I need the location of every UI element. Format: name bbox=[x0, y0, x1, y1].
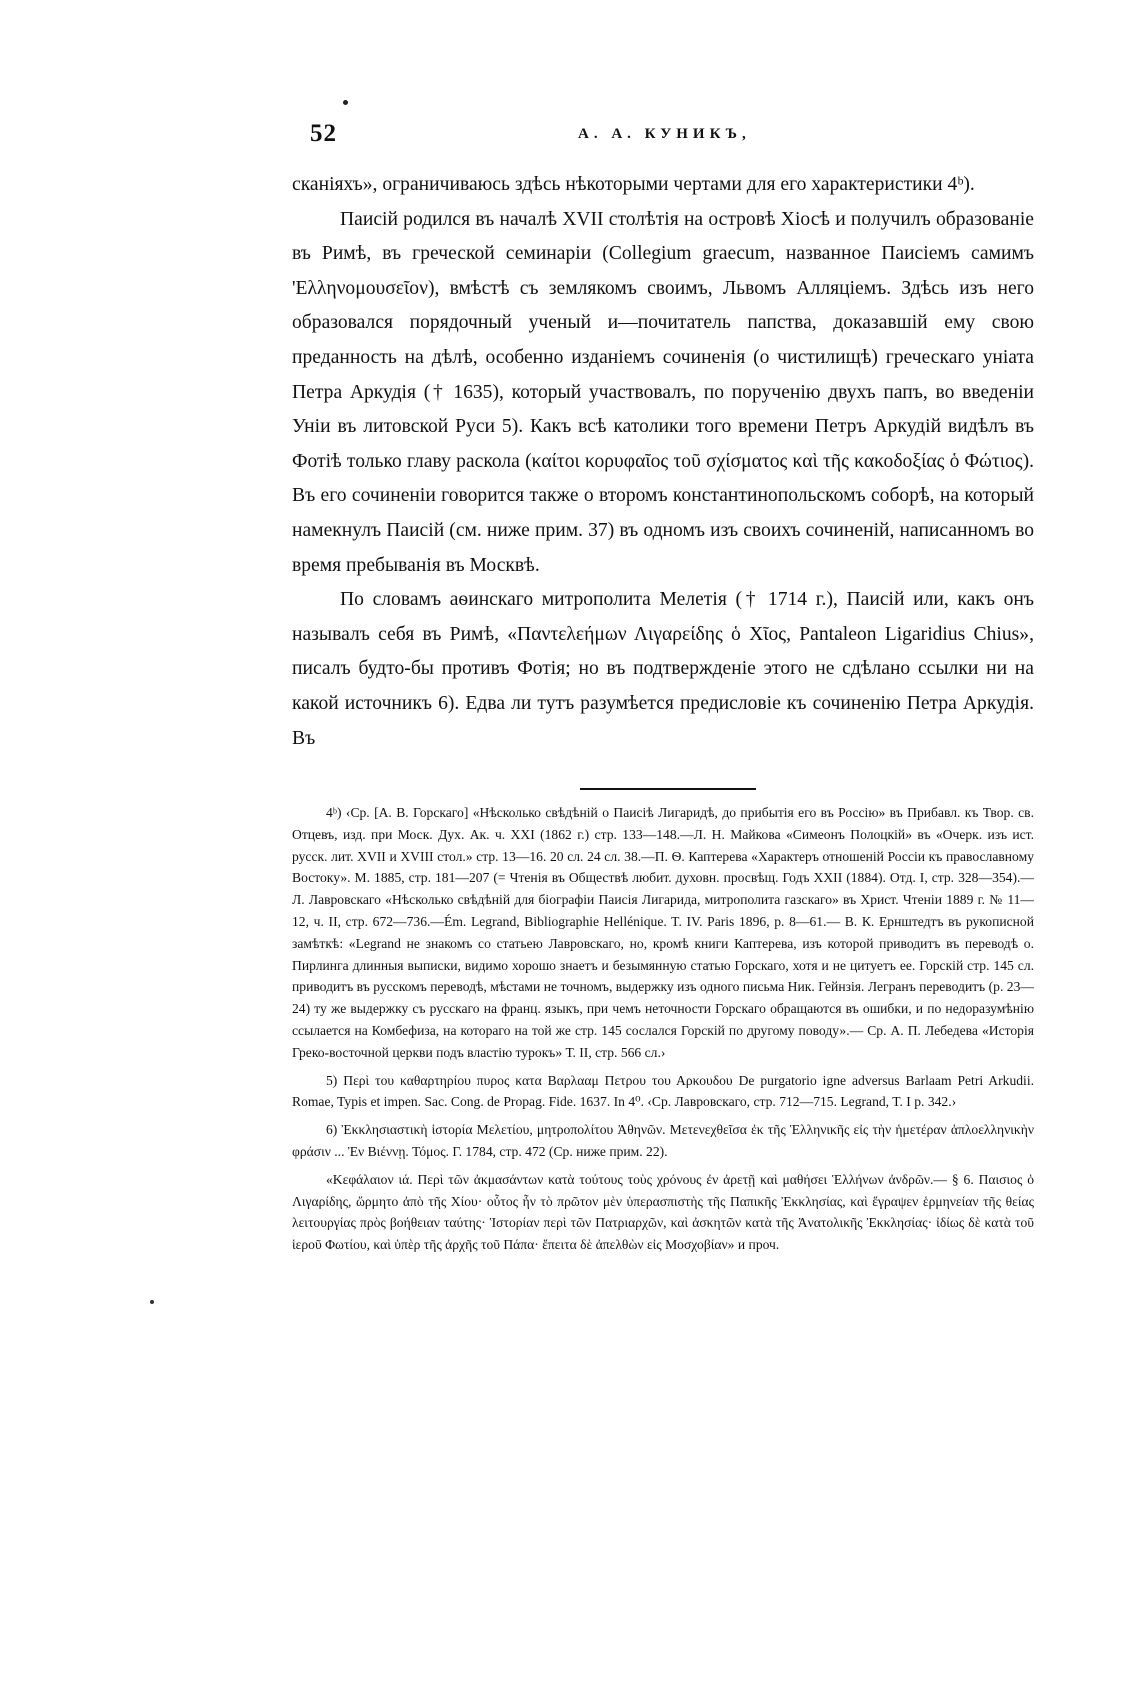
paragraph: сканіяхъ», ограничиваюсь здѣсь нѣкоторыми чертами для его характеристики 4ᵇ). bbox=[292, 174, 975, 195]
footnote: 4ᵇ) ‹Ср. [А. В. Горскаго] «Нѣсколько свѣдѣній о Паисіѣ Лигаридѣ, до прибытія его въ Россію» въ Прибавл. къ Твор. св. Отцевъ, изд. при Моск. Дух. Ак. ч. XXI (1862 г.) стр. 133—148.—Л. Н. Майкова «Симеонъ Полоцкій» въ «Очерк. изъ ист. русск. лит. XVII и XVIII стол.» стр. 13—16. 20 сл. 24 сл. 38.—П. Ѳ. Каптерева «Характеръ отношеній Россіи къ православному Востоку». М. 1885, стр. 181—207 (= Чтенія въ Обществѣ любит. духовн. просвѣщ. Годъ XXII (1884). Отд. I, стр. 328—354).—Л. Лавровскаго «Нѣсколько свѣдѣній для біографіи Паисія Лигарида, митрополита газскаго» въ Христ. Чтеніи 1889 г. № 11—12, ч. II, стр. 672—736.—Ém. Legrand, Bibliographie Hellénique. T. IV. Paris 1896, p. 8—61.— В. К. Ернштедтъ въ рукописной замѣткѣ: «Legrand не знакомъ со статьею Лавровскаго, но, кромѣ книги Каптерева, изъ которой приводитъ въ переводѣ о. Пирлинга длинныя выписки, видимо хорошо знаетъ и безымянную статью Горскаго, хотя и не цитуетъ ее. Горскій стр. 145 сл. приводитъ въ русскомъ переводѣ, мѣстами не точномъ, выдержку изъ одного письма Ник. Гейнзія. Легранъ переводитъ (p. 23—24) ту же выдержку съ русскаго на франц. языкъ, при чемъ неточности Горскаго обращаются въ ошибки, и по недоразумѣнію ссылается на Комбефиза, на котораго на той же стр. 145 сослался Горскій по другому поводу».— Ср. А. П. Лебедева «Исторія Греко-восточной церкви подъ властію турокъ» Т. II, стр. 566 сл.› bbox=[292, 805, 1034, 1060]
running-head: А. А. КУНИКЪ, bbox=[578, 126, 751, 142]
paragraph: По словамъ аѳинскаго митрополита Мелетія († 1714 г.), Паисій или, какъ онъ называлъ себя въ Римѣ, «Παντελεήμων Λιγαρείδης ὁ Χῖος, Pantaleon Ligaridius Chius», писалъ будто-бы противъ Фотія; но въ подтвержденіе этого не сдѣлано ссылки ни на какой источникъ 6). Едва ли тутъ разумѣется предисловіе къ сочиненію Петра Аркудія. Въ bbox=[292, 589, 1034, 749]
footnote-separator bbox=[580, 788, 756, 790]
paragraph: Паисій родился въ началѣ XVII столѣтія на островѣ Хіосѣ и получилъ образованіе въ Римѣ, въ греческой семинаріи (Collegium graecum, названное Паисіемъ самимъ 'Ελληνομουσεῖον), вмѣстѣ съ землякомъ своимъ, Львомъ Алляціемъ. Здѣсь изъ него образовался порядочный ученый и—почитатель папства, доказавшій ему свою преданность на дѣлѣ, особенно изданіемъ сочиненія (о чистилищѣ) греческаго уніата Петра Аркудія († 1635), который участвовалъ, по порученію двухъ папъ, во введеніи Уніи въ литовской Руси 5). Какъ всѣ католики того времени Петръ Аркудій видѣлъ въ Фотіѣ только главу раскола (καίτοι κορυφαῖος τοῦ σχίσματος καὶ τῆς κακοδοξίας ὁ Φώτιος). Въ его сочиненіи говорится также о второмъ константинопольскомъ соборѣ, на который намекнулъ Паисій (см. ниже прим. 37) въ одномъ изъ своихъ сочиненій, написанномъ во время пребыванія въ Москвѣ. bbox=[292, 208, 1034, 576]
page-number: 52 bbox=[310, 120, 337, 147]
ink-dot bbox=[343, 100, 348, 105]
main-text bbox=[292, 168, 1034, 756]
ink-dot bbox=[150, 1300, 154, 1304]
footnote: 6) Ἐκκλησιαστικὴ ἱστορία Μελετίου, μητροπολίτου Ἀθηνῶν. Μετενεχθεῖσα ἐκ τῆς Ἑλληνικῆς εἰς τὴν ἡμετέραν ἁπλοελληνικὴν φράσιν ... Ἐν Βιέννῃ. Τόμος. Γ. 1784, стр. 472 (Ср. ниже прим. 22). bbox=[292, 1122, 1034, 1159]
footnote: 5) Περὶ του καθαρτηρίου πυρος κατα Βαρλααμ Πετρου του Αρκουδου De purgatorio igne adversus Barlaam Petri Arkudii. Romae, Typis et impen. Sac. Cong. de Propag. Fide. 1637. In 4⁰. ‹Ср. Лавровскаго, стр. 712—715. Legrand, T. I p. 342.› bbox=[292, 1072, 1034, 1110]
footnote-quote: «Κεφάλαιον ιά. Περὶ τῶν ἀκμασάντων κατὰ τούτους τοὺς χρόνους ἐν ἀρετῇ καὶ μαθήσει Ἑλλήνων ἀνδρῶν.— § 6. Παισιος ὁ Λιγαρίδης, ὥρμητο ἀπὸ τῆς Χίου· οὗτος ἦν τὸ πρῶτον μὲν ὑπερασπιστὴς τῆς Παπικῆς Ἐκκλησίας, καὶ ἔγραψεν ἑρμηνείαν τῆς θείας λειτουργίας πρὸς βοήθειαν ταύτης· Ἱστορίαν περὶ τῶν Πατριαρχῶν, καὶ ἀσκητῶν κατὰ τῆς Ἀνατολικῆς Ἐκκλησίας· ἰδίως δὲ κατὰ τοῦ ἱεροῦ Φωτίου, καὶ ὑπὲρ τῆς ἀρχῆς τοῦ Πάπα· ἔπειτα δὲ ἀπελθὼν εἰς Μοσχοβίαν» и проч. bbox=[292, 1171, 1034, 1253]
page-header bbox=[310, 120, 1040, 150]
footnotes bbox=[292, 802, 1034, 1262]
